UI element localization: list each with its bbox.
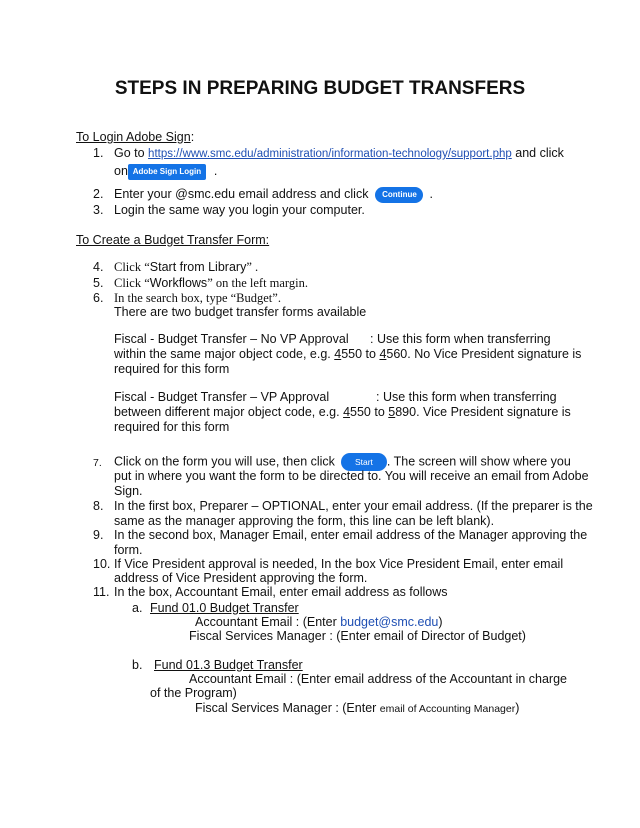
step-6-number: 6. xyxy=(93,291,104,305)
sub-a-acct-c: ) xyxy=(438,615,443,629)
form-2-line3: required for this form xyxy=(114,420,230,434)
step-4-line xyxy=(114,259,258,275)
step-9-line2: form. xyxy=(114,543,143,557)
step-8-number: 8. xyxy=(93,499,104,513)
sub-a-label: a. xyxy=(132,601,143,615)
sub-b-title: Fund 01.3 Budget Transfer xyxy=(154,658,303,672)
form-1-desc: : Use this form when transferring xyxy=(370,332,551,346)
form-2-line2 xyxy=(114,404,571,420)
step-6-text: In the search box, type “Budget”. xyxy=(114,291,281,305)
step-5-number: 5. xyxy=(93,276,104,290)
support-link[interactable]: https://www.smc.edu/administration/information-technology/support.php xyxy=(148,148,512,160)
create-heading: To Create a Budget Transfer Form: xyxy=(76,233,270,247)
sub-b-label: b. xyxy=(132,658,143,672)
step-1-line2 xyxy=(114,163,217,180)
step-7-number: 7. xyxy=(93,457,102,469)
continue-button[interactable]: Continue xyxy=(375,187,423,203)
step-10-line2: address of Vice President approving the form. xyxy=(114,571,368,585)
step-1-end: . xyxy=(213,164,218,178)
page-title: STEPS IN PREPARING BUDGET TRANSFERS xyxy=(114,78,526,99)
start-button[interactable]: Start xyxy=(341,453,387,471)
step-2-number: 2. xyxy=(93,187,104,201)
form-1-code1-u: 4 xyxy=(334,347,342,361)
step-4-a: Click “ xyxy=(114,260,150,274)
sub-b-fsm-a: Fiscal Services Manager : (Enter xyxy=(195,701,380,715)
step-2-line xyxy=(114,186,433,203)
step-3-number: 3. xyxy=(93,203,104,217)
step-1-suffix: and click xyxy=(511,146,564,160)
form-1-code2-u: 4 xyxy=(379,347,387,361)
form-2-desc: : Use this form when transferring xyxy=(376,390,557,404)
form-2-code1-u: 4 xyxy=(343,405,351,419)
sub-b-fsm-c: ) xyxy=(515,701,520,715)
sub-b-fsm-b: email of Accounting Manager xyxy=(379,703,516,715)
form-1-line2-a: within the same major object code, e.g. xyxy=(114,347,335,361)
step-5-a: Click “ xyxy=(114,276,150,290)
adobe-sign-login-button[interactable]: Adobe Sign Login xyxy=(128,164,206,180)
step-8-line2: same as the manager approving the form, this line can be left blank). xyxy=(114,514,495,528)
sub-b-accountant-line2: of the Program) xyxy=(150,686,237,700)
step-5-b: Workflows xyxy=(149,276,208,290)
form-1-name: Fiscal - Budget Transfer – No VP Approval xyxy=(114,332,349,346)
login-heading xyxy=(76,129,194,145)
sub-a-fiscal-manager: Fiscal Services Manager : (Enter email of Director of Budget) xyxy=(189,629,526,643)
step-1-line xyxy=(114,145,564,162)
step-9-number: 9. xyxy=(93,528,104,542)
step-7-b: . The screen will show where you xyxy=(386,454,571,469)
sub-b-accountant: Accountant Email : (Enter email address of the Accountant in charge xyxy=(189,672,567,686)
sub-a-title: Fund 01.0 Budget Transfer xyxy=(150,601,299,615)
step-4-c: ” . xyxy=(246,260,259,274)
form-2-code2-u: 5 xyxy=(388,405,396,419)
form-2-code2-r: 890. Vice President signature is xyxy=(395,405,571,419)
form-1-code1-r: 550 to xyxy=(341,347,380,361)
step-9-line1: In the second box, Manager Email, enter email address of the Manager approving the xyxy=(114,528,588,542)
step-6-line2: There are two budget transfer forms available xyxy=(114,305,367,319)
step-1-prefix: Go to xyxy=(114,146,149,160)
step-2-text: Enter your @smc.edu email address and click xyxy=(114,187,369,201)
step-5-c: ” on the left margin. xyxy=(207,276,308,290)
step-1-number: 1. xyxy=(93,146,104,160)
step-10-line1: If Vice President approval is needed, In the box Vice President Email, enter email xyxy=(114,557,564,571)
form-1-line2 xyxy=(114,346,581,362)
form-1-line3: required for this form xyxy=(114,362,230,376)
step-4-number: 4. xyxy=(93,260,104,274)
login-heading-colon: : xyxy=(190,130,195,144)
step-5-line xyxy=(114,275,308,291)
step-7-a: Click on the form you will use, then click xyxy=(114,454,335,469)
step-7-line3: Sign. xyxy=(114,484,143,498)
form-2-name: Fiscal - Budget Transfer – VP Approval xyxy=(114,390,330,404)
step-4-b: Start from Library xyxy=(149,260,247,274)
login-heading-text: To Login Adobe Sign xyxy=(76,130,191,144)
form-2-code1-r: 550 to xyxy=(350,405,389,419)
step-10-number: 10. xyxy=(93,557,111,571)
step-1-on: on xyxy=(114,164,128,178)
form-1-code2-r: 560. No Vice President signature is xyxy=(386,347,582,361)
step-11-text: In the box, Accountant Email, enter email address as follows xyxy=(114,585,448,599)
step-11-number: 11. xyxy=(93,585,110,599)
step-8-line1: In the first box, Preparer – OPTIONAL, enter your email address. (If the preparer is the xyxy=(114,499,593,513)
sub-b-fiscal-manager xyxy=(195,700,519,717)
form-2-line2-a: between different major object code, e.g. xyxy=(114,405,344,419)
sub-a-acct-a: Accountant Email : (Enter xyxy=(195,615,341,629)
budget-email: budget@smc.edu xyxy=(340,615,439,629)
step-2-end: . xyxy=(429,187,433,201)
step-7-line2: put in where you want the form to be directed to. You will receive an email from Adobe xyxy=(114,469,589,483)
step-3-text: Login the same way you login your computer. xyxy=(114,203,365,217)
